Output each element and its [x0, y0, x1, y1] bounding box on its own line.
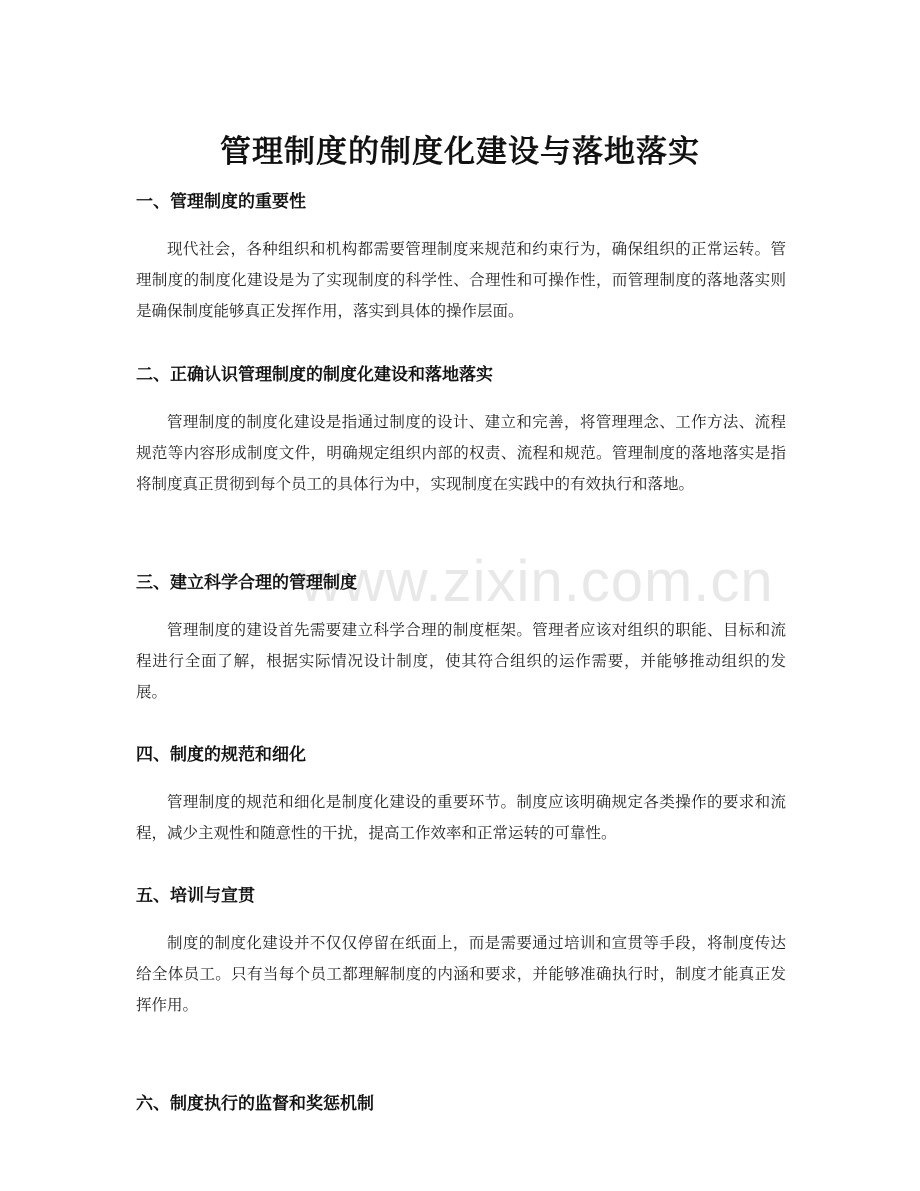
- section-5: [136, 881, 786, 1021]
- section-paragraph: 现代社会，各种组织和机构都需要管理制度来规范和约束行为，确保组织的正常运转。管理制度的制度化建设是为了实现制度的科学性、合理性和可操作性，而管理制度的落地落实则是确保制度能够真正发挥作用，落实到具体的操作层面。: [136, 240, 786, 320]
- section-paragraph: 管理制度的规范和细化是制度化建设的重要环节。制度应该明确规定各类操作的要求和流程，减少主观性和随意性的干扰，提高工作效率和正常运转的可靠性。: [136, 793, 786, 842]
- section-heading: 五、培训与宣贯: [136, 886, 255, 906]
- section-4: [136, 740, 786, 849]
- section-paragraph: 管理制度的制度化建设是指通过制度的设计、建立和完善，将管理理念、工作方法、流程规范等内容形成制度文件，明确规定组织内部的权责、流程和规范。管理制度的落地落实是指将制度真正贯彻到每个员工的具体行为中，实现制度在实践中的有效执行和落地。: [136, 413, 786, 493]
- section-6: [136, 1089, 786, 1119]
- section-heading: 四、制度的规范和细化: [136, 745, 306, 765]
- watermark: www.zixin.com.cn: [300, 549, 774, 614]
- section-3: [136, 568, 786, 708]
- section-heading: 三、建立科学合理的管理制度: [136, 573, 357, 593]
- section-heading: 二、正确认识管理制度的制度化建设和落地落实: [136, 365, 493, 385]
- section-paragraph: 制度的制度化建设并不仅仅停留在纸面上，而是需要通过培训和宣贯等手段，将制度传达给全体员工。只有当每个员工都理解制度的内涵和要求，并能够准确执行时，制度才能真正发挥作用。: [136, 934, 786, 1014]
- section-heading: 一、管理制度的重要性: [136, 192, 306, 212]
- section-1: [136, 187, 786, 327]
- section-heading: 六、制度执行的监督和奖惩机制: [136, 1094, 374, 1114]
- document-title: 管理制度的制度化建设与落地落实: [220, 133, 700, 170]
- section-paragraph: 管理制度的建设首先需要建立科学合理的制度框架。管理者应该对组织的职能、目标和流程进行全面了解，根据实际情况设计制度，使其符合组织的运作需要，并能够推动组织的发展。: [136, 621, 786, 701]
- section-2: [136, 360, 786, 500]
